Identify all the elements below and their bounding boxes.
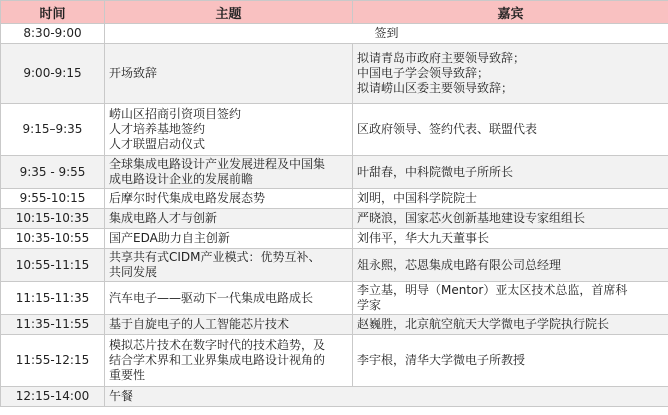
topic-line: 模拟芯片技术在数字时代的技术趋势，及	[109, 338, 326, 352]
topic-line: 基于自旋电子的人工智能芯片技术	[109, 317, 290, 331]
topic-line: 人才联盟启动仪式	[109, 137, 206, 151]
topic-cell	[105, 282, 353, 315]
table-row	[1, 189, 668, 209]
guest-line: 李立基，明导（Mentor）亚太区技术总监，首席科	[357, 283, 628, 297]
table-row	[1, 104, 668, 156]
time-cell: 12:15-14:00	[1, 387, 105, 407]
topic-cell	[105, 249, 353, 282]
time-cell: 11:55-12:15	[1, 335, 105, 387]
topic-line: 全球集成电路设计产业发展进程及中国集	[109, 157, 326, 171]
guest-line: 严晓浪，国家芯火创新基地建设专家组组长	[357, 211, 586, 225]
guest-cell	[353, 249, 668, 282]
topic-line: 成电路设计企业的发展前瞻	[109, 172, 254, 186]
guest-line: 拟请崂山区委主要领导致辞；	[357, 81, 514, 95]
topic-line: 签到	[374, 26, 399, 40]
guest-line: 刘明，中国科学院院士	[357, 191, 478, 205]
guest-line: 中国电子学会领导致辞；	[357, 66, 490, 80]
topic-line: 结合学术界和工业界集成电路设计视角的	[109, 353, 326, 367]
time-cell: 9:00-9:15	[1, 44, 105, 104]
time-cell: 9:35 - 9:55	[1, 156, 105, 189]
topic-line: 重要性	[109, 368, 146, 382]
guest-cell	[353, 44, 668, 104]
header-topic: 主题	[105, 1, 353, 24]
topic-line: 共享共有式CIDM产业模式：优势互补、	[109, 250, 321, 264]
guest-cell	[353, 189, 668, 209]
time-cell: 9:55-10:15	[1, 189, 105, 209]
topic-cell	[105, 24, 668, 44]
header-row	[1, 1, 668, 24]
agenda-body	[1, 24, 668, 407]
time-cell: 9:15–9:35	[1, 104, 105, 156]
topic-cell	[105, 44, 353, 104]
guest-line: 俎永熙，芯恩集成电路有限公司总经理	[357, 257, 562, 272]
time-cell: 10:35-10:55	[1, 229, 105, 249]
topic-line: 崂山区招商引资项目签约	[109, 107, 242, 121]
topic-cell	[105, 229, 353, 249]
topic-line: 开场致辞	[109, 66, 158, 80]
guest-cell	[353, 209, 668, 229]
topic-line: 人才培养基地签约	[109, 122, 206, 136]
guest-cell	[353, 315, 668, 335]
topic-cell	[105, 387, 668, 407]
guest-line: 刘伟平，华大九天董事长	[357, 231, 490, 245]
topic-line: 汽车电子——驱动下一代集成电路成长	[109, 290, 314, 305]
guest-line: 赵巍胜，北京航空航天大学微电子学院执行院长	[357, 317, 610, 331]
table-row	[1, 387, 668, 407]
table-row	[1, 335, 668, 387]
table-row	[1, 44, 668, 104]
topic-cell	[105, 104, 353, 156]
topic-line: 共同发展	[109, 265, 158, 279]
table-row	[1, 209, 668, 229]
header-time: 时间	[1, 1, 105, 24]
guest-cell	[353, 335, 668, 387]
guest-line: 区政府领导、签约代表、联盟代表	[357, 122, 538, 136]
topic-cell	[105, 315, 353, 335]
guest-cell	[353, 282, 668, 315]
guest-line: 学家	[357, 298, 382, 312]
topic-line: 午餐	[109, 389, 134, 403]
guest-line: 李宇根，清华大学微电子所教授	[357, 353, 526, 367]
guest-line: 叶甜春，中科院微电子所所长	[357, 164, 514, 179]
topic-cell	[105, 335, 353, 387]
table-row	[1, 24, 668, 44]
topic-line: 国产EDA助力自主创新	[109, 231, 230, 245]
guest-cell	[353, 229, 668, 249]
time-cell: 8:30-9:00	[1, 24, 105, 44]
table-row	[1, 249, 668, 282]
guest-cell	[353, 156, 668, 189]
table-row	[1, 282, 668, 315]
table-row	[1, 229, 668, 249]
topic-cell	[105, 189, 353, 209]
header-guest: 嘉宾	[353, 1, 668, 24]
topic-cell	[105, 209, 353, 229]
time-cell: 10:55-11:15	[1, 249, 105, 282]
topic-cell	[105, 156, 353, 189]
guest-cell	[353, 104, 668, 156]
time-cell: 11:35-11:55	[1, 315, 105, 335]
table-row	[1, 315, 668, 335]
topic-line: 后摩尔时代集成电路发展态势	[109, 191, 266, 205]
time-cell: 10:15-10:35	[1, 209, 105, 229]
time-cell: 11:15-11:35	[1, 282, 105, 315]
guest-line: 拟请青岛市政府主要领导致辞；	[357, 51, 526, 65]
topic-line: 集成电路人才与创新	[109, 211, 218, 225]
table-row	[1, 156, 668, 189]
